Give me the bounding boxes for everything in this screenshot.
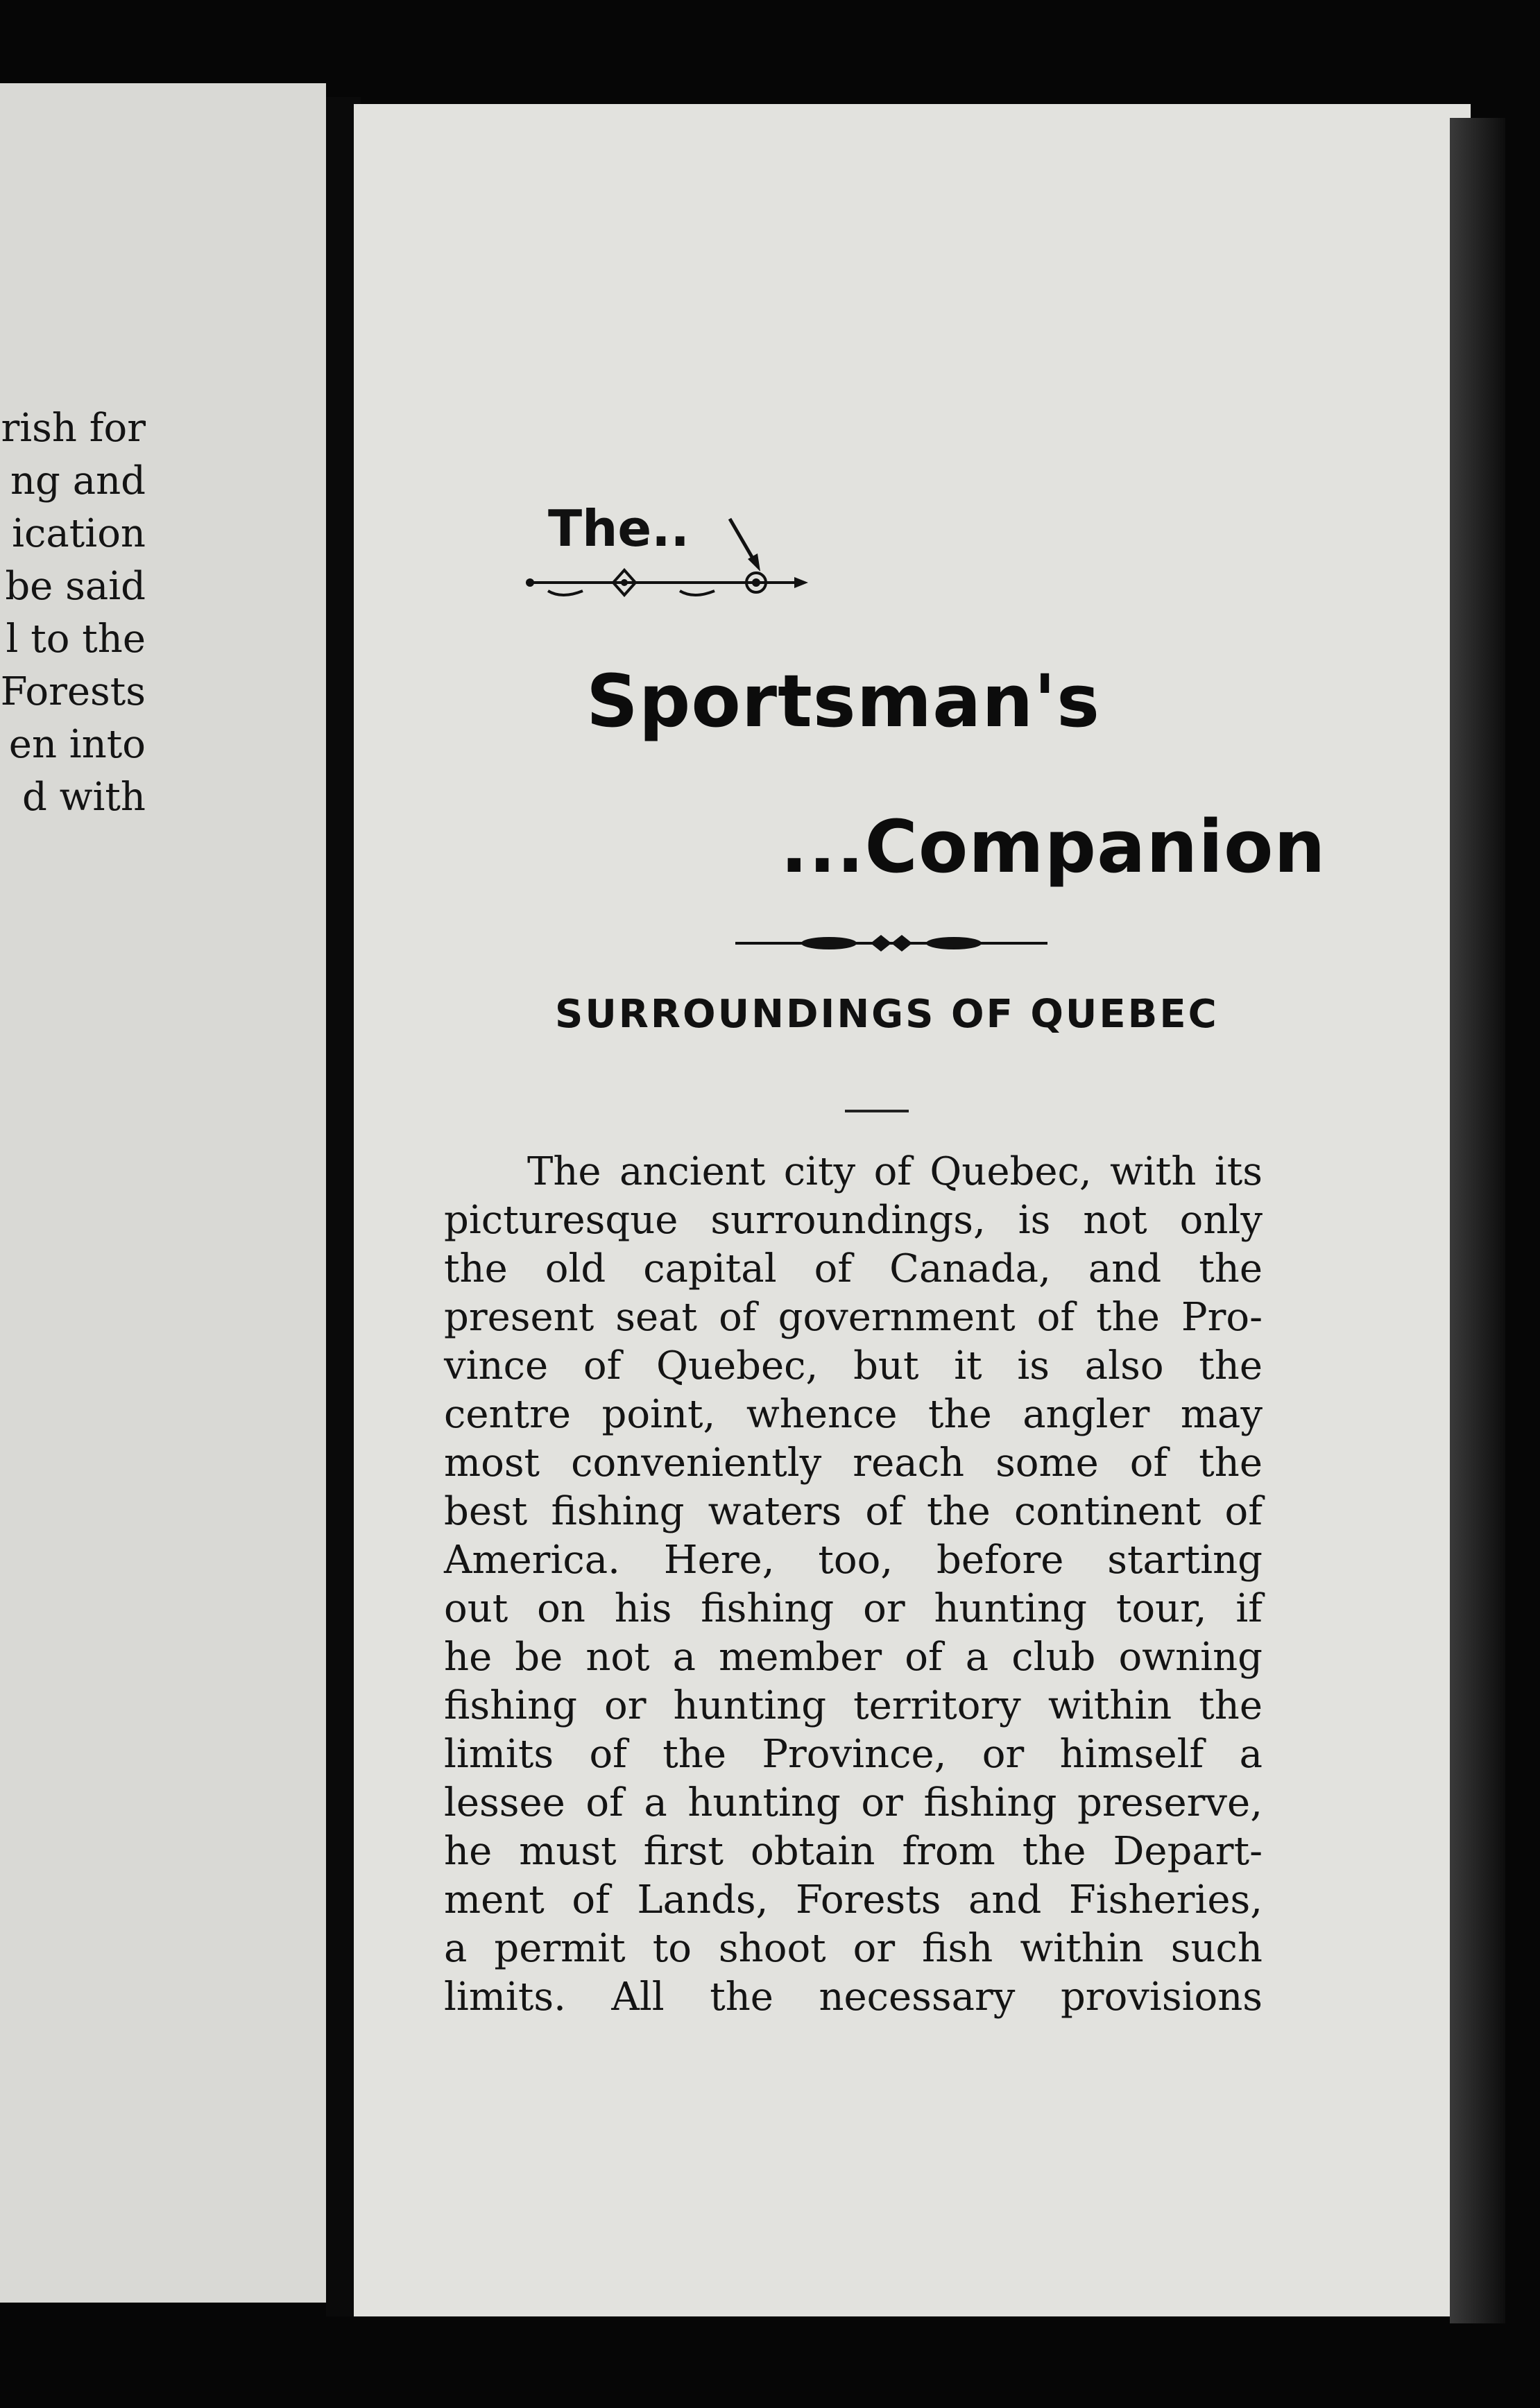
body-line: fishing or hunting territory within the (444, 1683, 1263, 1728)
left-line: d with (22, 775, 146, 820)
left-line: ication (12, 511, 146, 556)
body-line: ment of Lands, Forests and Fisheries, (444, 1877, 1263, 1923)
divider-ornament (735, 922, 1047, 964)
left-line: ng and (10, 458, 146, 504)
body-line: he must first obtain from the Depart- (444, 1829, 1263, 1874)
page-edge-shadow (1450, 118, 1505, 2323)
body-line: limits of the Province, or himself a (444, 1732, 1263, 1777)
body-line: vince of Quebec, but it is also the (444, 1343, 1263, 1388)
body-paragraph (444, 1148, 1263, 2022)
body-line: picturesque surroundings, is not only (444, 1198, 1263, 1243)
body-line: a permit to shoot or fish within such (444, 1926, 1263, 1971)
heading-rule (845, 1110, 909, 1112)
title-line-2: ...Companion (780, 805, 1326, 889)
title-line-1: Sportsman's (586, 659, 1101, 743)
body-line: America. Here, too, before starting (444, 1538, 1263, 1583)
body-line: out on his fishing or hunting tour, if (444, 1586, 1263, 1631)
body-line: most conveniently reach some of the (444, 1440, 1263, 1486)
body-line: centre point, whence the angler may (444, 1392, 1263, 1437)
left-line: be said (5, 564, 146, 609)
body-line: limits. All the necessary provisions (444, 1975, 1263, 2020)
left-line: rish for (1, 406, 146, 451)
body-line: lessee of a hunting or fishing preserve, (444, 1780, 1263, 1825)
body-line: present seat of government of the Pro- (444, 1295, 1263, 1340)
body-line: best fishing waters of the continent of (444, 1489, 1263, 1534)
small-title: The.. (548, 499, 690, 558)
body-line: he be not a member of a club owning (444, 1635, 1263, 1680)
left-line: Forests (0, 669, 146, 714)
left-line: l to the (6, 617, 146, 662)
body-line: The ancient city of Quebec, with its (527, 1149, 1263, 1194)
facing-page-left (0, 83, 326, 2303)
section-heading: SURROUNDINGS OF QUEBEC (555, 992, 1219, 1037)
facing-page-text (0, 402, 146, 824)
body-line: the old capital of Canada, and the (444, 1246, 1263, 1291)
left-line: en into (8, 722, 146, 767)
title-flourish-ornament (520, 555, 812, 610)
